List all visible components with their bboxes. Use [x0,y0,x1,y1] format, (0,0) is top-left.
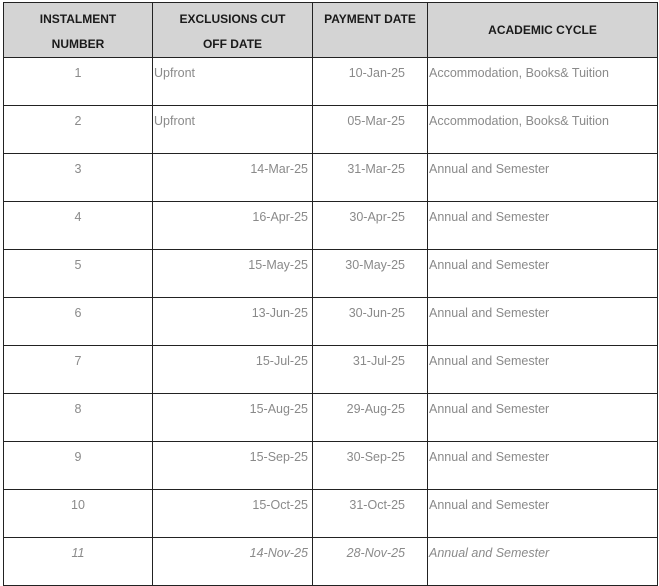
payment-date-cell: 30-Sep-25 [313,442,428,490]
table-row [4,106,658,154]
academic-cycle-cell: Annual and Semester [428,250,658,298]
cut-off-date-cell: 14-Nov-25 [153,538,313,586]
header-instalment-number [4,3,153,58]
table-row [4,154,658,202]
instalment-number-cell: 8 [4,394,153,442]
cut-off-date-cell: 14-Mar-25 [153,154,313,202]
header-exclusions-line2: OFF DATE [202,37,263,51]
cut-off-date-cell: 15-Oct-25 [153,490,313,538]
header-exclusions-cut-off-date [153,3,313,58]
table-row [4,442,658,490]
cut-off-date-cell: 13-Jun-25 [153,298,313,346]
instalment-number-cell: 11 [4,538,153,586]
instalment-number-cell: 2 [4,106,153,154]
header-exclusions-line1: EXCLUSIONS CUT [179,12,286,26]
cut-off-date-cell: 15-Jul-25 [153,346,313,394]
academic-cycle-cell: Annual and Semester [428,346,658,394]
instalment-number-cell: 1 [4,58,153,106]
table-row [4,394,658,442]
academic-cycle-cell: Accommodation, Books& Tuition [428,106,658,154]
table-row [4,250,658,298]
academic-cycle-cell: Annual and Semester [428,538,658,586]
header-payment-date: PAYMENT DATE [313,3,428,58]
header-academic-cycle: ACADEMIC CYCLE [428,3,658,58]
academic-cycle-cell: Accommodation, Books& Tuition [428,58,658,106]
instalment-number-cell: 5 [4,250,153,298]
instalment-schedule-table [3,2,658,586]
academic-cycle-cell: Annual and Semester [428,490,658,538]
header-instalment-line2: NUMBER [51,37,105,51]
academic-cycle-cell: Annual and Semester [428,442,658,490]
payment-date-cell: 28-Nov-25 [313,538,428,586]
payment-date-cell: 31-Mar-25 [313,154,428,202]
payment-date-cell: 30-Apr-25 [313,202,428,250]
academic-cycle-cell: Annual and Semester [428,394,658,442]
table-row [4,490,658,538]
cut-off-date-cell: 16-Apr-25 [153,202,313,250]
payment-date-cell: 31-Jul-25 [313,346,428,394]
table-row [4,346,658,394]
header-row [4,3,658,58]
table-row [4,202,658,250]
cut-off-date-cell: Upfront [153,58,313,106]
payment-date-cell: 30-Jun-25 [313,298,428,346]
payment-date-cell: 10-Jan-25 [313,58,428,106]
academic-cycle-cell: Annual and Semester [428,202,658,250]
payment-date-cell: 29-Aug-25 [313,394,428,442]
payment-date-cell: 30-May-25 [313,250,428,298]
instalment-number-cell: 3 [4,154,153,202]
cut-off-date-cell: 15-Sep-25 [153,442,313,490]
table-body [4,58,658,586]
instalment-number-cell: 9 [4,442,153,490]
table-row [4,298,658,346]
instalment-number-cell: 10 [4,490,153,538]
table-row [4,58,658,106]
payment-date-cell: 31-Oct-25 [313,490,428,538]
cut-off-date-cell: 15-Aug-25 [153,394,313,442]
instalment-number-cell: 4 [4,202,153,250]
academic-cycle-cell: Annual and Semester [428,298,658,346]
academic-cycle-cell: Annual and Semester [428,154,658,202]
cut-off-date-cell: 15-May-25 [153,250,313,298]
header-instalment-line1: INSTALMENT [39,12,117,26]
instalment-number-cell: 6 [4,298,153,346]
table-row [4,538,658,586]
table-header [4,3,658,58]
cut-off-date-cell: Upfront [153,106,313,154]
payment-date-cell: 05-Mar-25 [313,106,428,154]
instalment-number-cell: 7 [4,346,153,394]
